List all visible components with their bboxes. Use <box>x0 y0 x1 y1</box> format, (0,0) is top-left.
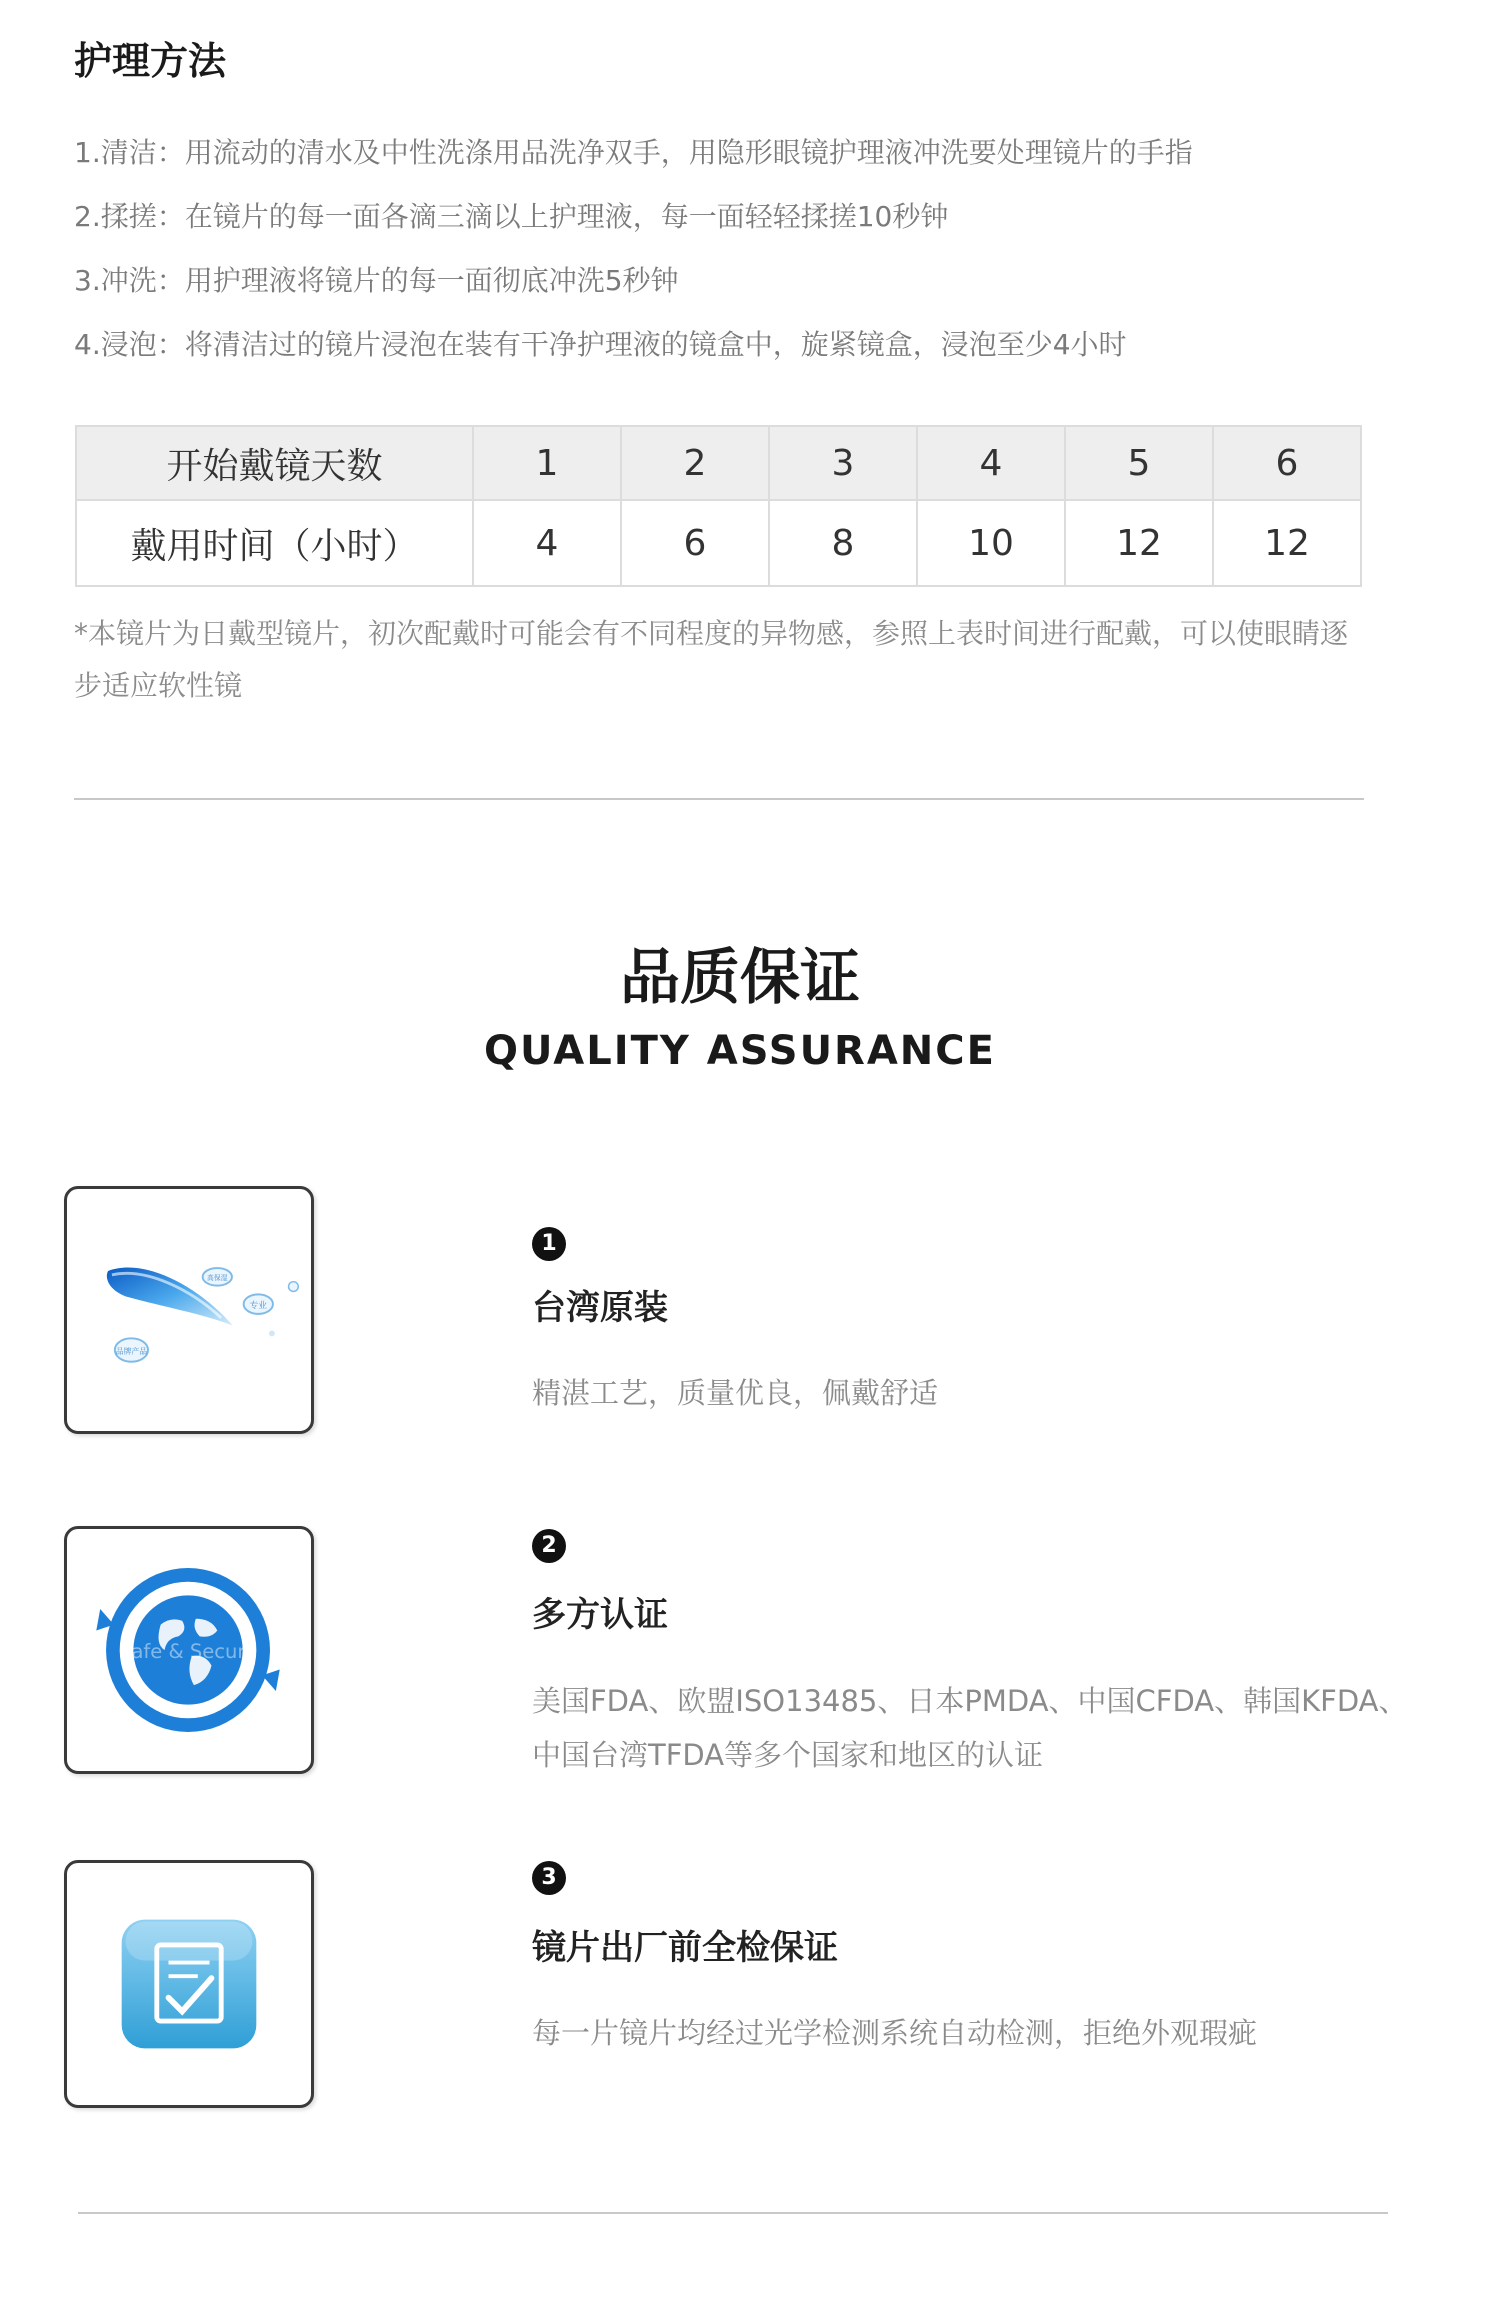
globe-certification-icon <box>67 1529 311 1771</box>
feature-number-badge: 3 <box>532 1861 566 1895</box>
table-cell-hours: 12 <box>1213 500 1361 586</box>
care-step-rinse: 3.冲洗：用护理液将镜片的每一面彻底冲洗5秒钟 <box>74 264 679 297</box>
table-cell-day: 1 <box>473 426 621 500</box>
table-row-hours <box>76 500 1361 586</box>
wear-note: *本镜片为日戴型镜片，初次配戴时可能会有不同程度的异物感，参照上表时间进行配戴，可以使眼睛逐步适应软性镜 <box>74 617 1349 702</box>
care-step-rub: 2.揉搓：在镜片的每一面各滴三滴以上护理液，每一面轻轻揉搓10秒钟 <box>74 200 949 233</box>
feature-title: 多方认证 <box>532 1595 668 1635</box>
feature-title: 镜片出厂前全检保证 <box>532 1928 838 1968</box>
contact-lens-icon <box>67 1189 311 1431</box>
care-section-title: 护理方法 <box>74 39 227 83</box>
checklist-icon <box>67 1863 311 2105</box>
table-cell-hours: 12 <box>1065 500 1213 586</box>
feature-number-badge: 1 <box>532 1227 566 1261</box>
care-step-clean: 1.清洁：用流动的清水及中性洗涤用品洗净双手，用隐形眼镜护理液冲洗要处理镜片的手指 <box>74 136 1193 169</box>
table-cell-hours-label: 戴用时间（小时） <box>76 500 473 586</box>
table-cell-day: 2 <box>621 426 769 500</box>
feature-description: 精湛工艺，质量优良，佩戴舒适 <box>532 1376 939 1410</box>
feature-image-box <box>64 1860 314 2108</box>
table-cell-days-label: 开始戴镜天数 <box>76 426 473 500</box>
feature-image-box <box>64 1526 314 1774</box>
section-divider-top <box>74 798 1364 800</box>
svg-text:专业: 专业 <box>249 1301 268 1312</box>
svg-text:品牌产品: 品牌产品 <box>115 1346 148 1356</box>
svg-text:高保湿: 高保湿 <box>207 1273 228 1282</box>
wear-schedule-table <box>75 425 1362 587</box>
feature-title: 台湾原装 <box>532 1288 668 1328</box>
feature-description: 每一片镜片均经过光学检测系统自动检测，拒绝外观瑕疵 <box>532 2016 1258 2050</box>
table-cell-day: 3 <box>769 426 917 500</box>
table-cell-hours: 6 <box>621 500 769 586</box>
quality-title: 品质保证 <box>620 943 860 1013</box>
feature-number-badge: 2 <box>532 1529 566 1563</box>
feature-description: 美国FDA、欧盟ISO13485、日本PMDA、中国CFDA、韩国KFDA、中国台湾TFDA等多个国家和地区的认证 <box>532 1684 1408 1772</box>
section-divider-bottom <box>78 2212 1388 2214</box>
table-cell-day: 6 <box>1213 426 1361 500</box>
table-cell-hours: 4 <box>473 500 621 586</box>
table-cell-day: 4 <box>917 426 1065 500</box>
table-row-days <box>76 426 1361 500</box>
svg-text:Safe & Secure: Safe & Secure <box>119 1639 257 1663</box>
quality-subtitle: QUALITY ASSURANCE <box>484 1028 996 1074</box>
care-steps-list <box>74 135 1193 391</box>
table-cell-day: 5 <box>1065 426 1213 500</box>
table-cell-hours: 8 <box>769 500 917 586</box>
table-cell-hours: 10 <box>917 500 1065 586</box>
care-step-soak: 4.浸泡：将清洁过的镜片浸泡在装有干净护理液的镜盒中，旋紧镜盒，浸泡至少4小时 <box>74 328 1127 361</box>
feature-image-box <box>64 1186 314 1434</box>
